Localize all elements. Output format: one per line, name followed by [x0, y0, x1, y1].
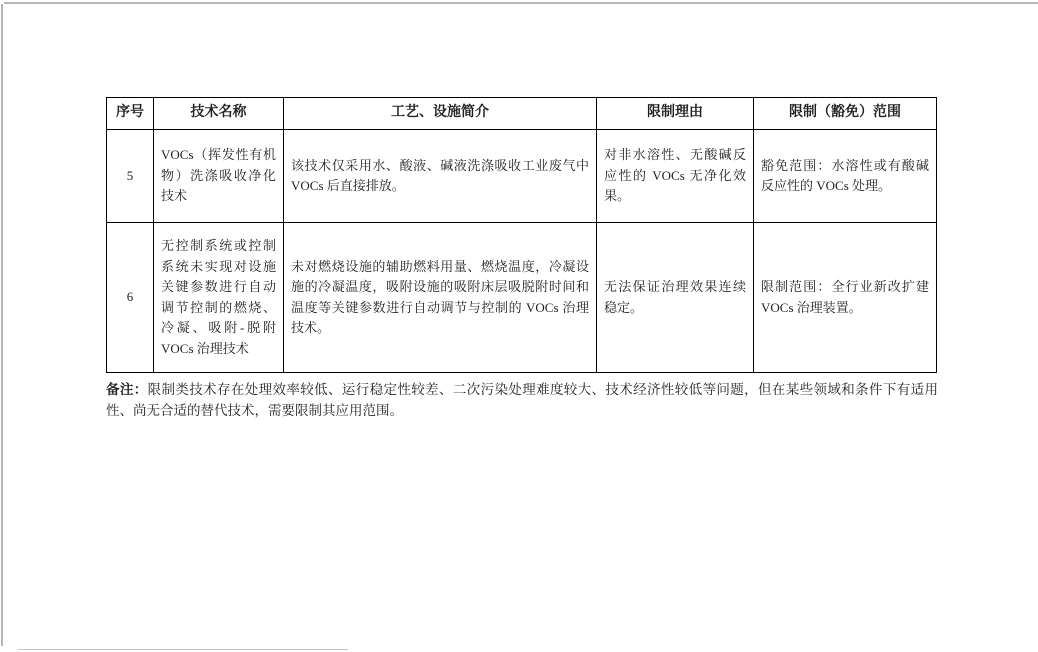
cell-scope: 限制范围：全行业新改扩建 VOCs 治理装置。 [754, 223, 937, 373]
page-edge-bottom [18, 649, 348, 650]
table-row [107, 130, 937, 223]
note [106, 379, 938, 421]
cell-intro: 该技术仅采用水、酸液、碱液洗涤吸收工业废气中 VOCs 后直接排放。 [284, 130, 597, 223]
col-header-reason: 限制理由 [597, 98, 754, 130]
note-label: 备注： [106, 382, 148, 397]
col-header-intro: 工艺、设施简介 [284, 98, 597, 130]
col-header-scope: 限制（豁免）范围 [754, 98, 937, 130]
cell-intro: 未对燃烧设施的辅助燃料用量、燃烧温度，冷凝设施的冷凝温度，吸附设施的吸附床层吸脱附时间和温度等关键参数进行自动调节与控制的 VOCs 治理技术。 [284, 223, 597, 373]
restricted-vocs-technologies-table [106, 97, 937, 373]
cell-index: 6 [107, 223, 154, 373]
table-row [107, 223, 937, 373]
cell-scope: 豁免范围：水溶性或有酸碱反应性的 VOCs 处理。 [754, 130, 937, 223]
col-header-index: 序号 [107, 98, 154, 130]
note-text: 限制类技术存在处理效率较低、运行稳定性较差、二次污染处理难度较大、技术经济性较低等问题，但在某些领域和条件下有适用性、尚无合适的替代技术，需要限制其应用范围。 [106, 382, 939, 418]
table-header-row [107, 98, 937, 130]
page-edge-top [4, 2, 1038, 4]
cell-reason: 无法保证治理效果连续稳定。 [597, 223, 754, 373]
col-header-tech-name: 技术名称 [154, 98, 284, 130]
cell-reason: 对非水溶性、无酸碱反应性的 VOCs 无净化效果。 [597, 130, 754, 223]
cell-tech-name: VOCs（挥发性有机物）洗涤吸收净化技术 [154, 130, 284, 223]
cell-index: 5 [107, 130, 154, 223]
page-edge-left [1, 4, 3, 646]
cell-tech-name: 无控制系统或控制系统未实现对设施关键参数进行自动调节控制的燃烧、冷凝、吸附-脱附 VOCs 治理技术 [154, 223, 284, 373]
